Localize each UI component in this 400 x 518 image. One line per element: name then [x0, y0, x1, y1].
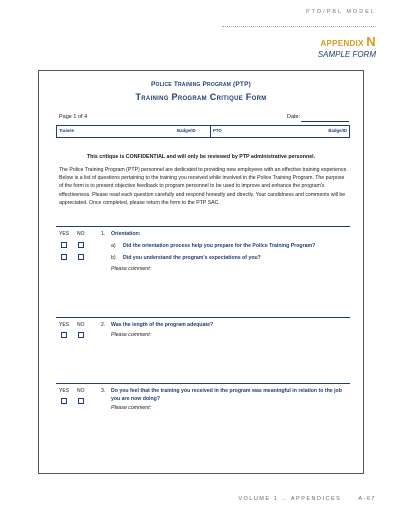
page-indicator: Page 1 of 4 [59, 114, 88, 120]
yes-label: YES [59, 388, 70, 394]
q1b-text: Did you understand the program's expectations of you? [123, 255, 261, 261]
q3-number: 3. [101, 388, 106, 394]
q3-yes-checkbox[interactable] [61, 398, 67, 404]
no-label: NO [77, 231, 85, 237]
pto-badge-label: Badge/ID [328, 127, 347, 133]
section-divider [56, 383, 350, 384]
appendix-letter: N [366, 34, 376, 49]
q2-number: 2. [101, 322, 106, 328]
q1-number: 1. [101, 231, 106, 237]
sample-form-label: SAMPLE FORM [317, 50, 376, 59]
section-divider [56, 317, 350, 318]
trainee-label: Trainee [59, 127, 75, 133]
critique-form [38, 70, 364, 474]
appendix-label [320, 34, 376, 49]
info-row [56, 125, 350, 138]
no-label: NO [77, 388, 85, 394]
q1a-no-checkbox[interactable] [78, 242, 84, 248]
q1b-no-checkbox[interactable] [78, 254, 84, 260]
page-footer [238, 496, 376, 502]
footer-page-number: A-67 [358, 496, 376, 502]
q1b-letter: b) [111, 255, 116, 261]
q2-yes-checkbox[interactable] [61, 332, 67, 338]
q2-text: Was the length of the program adequate? [111, 322, 214, 328]
q3-no-checkbox[interactable] [78, 398, 84, 404]
date-field[interactable] [301, 121, 349, 122]
q1a-letter: a) [111, 243, 116, 249]
trainee-field[interactable] [57, 126, 175, 137]
form-title: Training Program Critique Form [135, 92, 267, 102]
q3-comment-label: Please comment: [111, 405, 152, 411]
q2-no-checkbox[interactable] [78, 332, 84, 338]
footer-volume: VOLUME 1 … APPENDICES [238, 496, 342, 502]
yes-label: YES [59, 231, 70, 237]
program-title: Police Training Program (PTP) [151, 81, 251, 88]
q1a-yes-checkbox[interactable] [61, 242, 67, 248]
pto-badge-field[interactable] [319, 126, 349, 137]
intro-paragraph: The Police Training Program (PTP) personnel are dedicated to providing new employees with an effective training experience. Below is a list of questions pertaining to the training you received while involved in the Police Training Program. The purpose of the form is to present objective feedback to program personnel to be used to improve and enhance the program's effectiveness. Please read each question carefully and respond honestly and directly. Your candidness and comments will be appreciated. Once completed, please return the form to the PTP SAC. [59, 167, 348, 206]
q1-comment-label: Please comment: [111, 266, 152, 272]
pto-field[interactable] [211, 126, 319, 137]
q1-text: Orientation: [111, 231, 141, 237]
confidential-notice: This critique is CONFIDENTIAL and will only be reviewed by PTP administrative personnel. [86, 154, 316, 160]
q3-text: Do you feel that the training you received in the program was meaningful in relation to the job you are now doing? [111, 388, 342, 402]
pto-label: PTO [213, 127, 222, 133]
no-label: NO [77, 322, 85, 328]
q2-comment-label: Please comment: [111, 332, 152, 338]
q1a-text: Did the orientation process help you prepare for the Police Training Program? [123, 243, 316, 249]
q1b-yes-checkbox[interactable] [61, 254, 67, 260]
trainee-badge-field[interactable] [175, 126, 211, 137]
header-rule [222, 26, 376, 27]
date-label: Date: [287, 114, 301, 120]
trainee-badge-label: Badge/ID [177, 127, 196, 133]
section-divider [56, 226, 350, 227]
yes-label: YES [59, 322, 70, 328]
appendix-word: APPENDIX [320, 39, 364, 48]
header-model: PTO/PBL MODEL [305, 9, 376, 15]
